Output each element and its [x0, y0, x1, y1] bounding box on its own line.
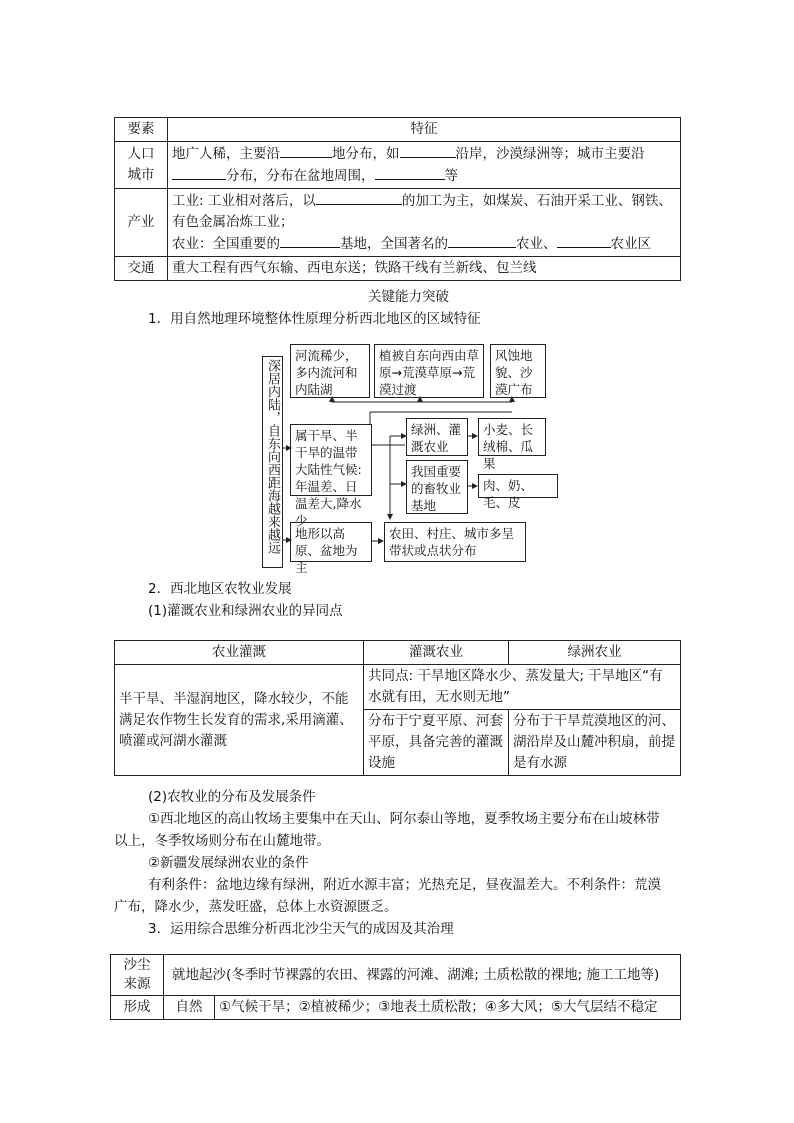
irrigation-table — [114, 640, 681, 776]
diagram-box-vegetation: 植被自东向西由草原→荒漠草原→荒漠过渡 — [374, 344, 484, 398]
row-label-transport: 交通 — [115, 257, 168, 281]
table3-natural-label: 自然 — [164, 996, 215, 1020]
transport-cell: 重大工程有西气东输、西电东送；铁路干线有兰新线、包兰线 — [168, 257, 681, 281]
paragraph-3b: 广布，降水少，蒸发旺盛，总体上水资源匮乏。 — [114, 899, 398, 915]
table3-formation-label: 形成 — [111, 996, 164, 1020]
paragraph-2: ②新疆发展绿洲农业的条件 — [148, 855, 309, 871]
diagram-box-pasture: 我国重要的畜牧业基地 — [406, 460, 468, 514]
row-label-industry: 产业 — [115, 189, 168, 257]
paragraph-1a: ①西北地区的高山牧场主要集中在天山、阿尔泰山等地，夏季牧场主要分布在山坡林带 — [148, 811, 660, 827]
table2-header-3: 绿洲农业 — [509, 641, 681, 665]
table2-header-2: 灌溉农业 — [364, 641, 509, 665]
table3-natural-text: ①气候干旱；②植被稀少；③地表土质松散；④多大风；⑤大气层结不稳定 — [215, 996, 681, 1020]
sandstorm-table — [110, 954, 681, 1020]
heading-1: 1．用自然地理环境整体性原理分析西北地区的区域特征 — [148, 311, 481, 327]
table2-header-1: 农业灌溉 — [115, 641, 364, 665]
diagram-box-settlement: 农田、村庄、城市多呈带状或点状分布 — [384, 522, 526, 562]
row-label-text: 人口城市 — [127, 146, 155, 183]
text: 工业: 工业相对落后，以 — [172, 193, 316, 209]
text: 有色金属冶炼工业； — [172, 214, 294, 230]
table3-source-label — [111, 955, 164, 996]
diagram-box-products: 肉、奶、毛、皮 — [478, 474, 558, 498]
text: 沿岸，沙漠绿洲等；城市主要沿 — [455, 146, 645, 162]
text: 地广人稀，主要沿 — [172, 146, 280, 162]
diagram-box-location: 深居内陆，自东向西距海越来越远 — [262, 356, 283, 568]
section-title: 关键能力突破 — [368, 289, 449, 305]
diagram-box-climate: 属干旱、半干旱的温带大陆性气候:年温差、日温差大,降水少 — [290, 424, 372, 496]
text: 基地，全国著名的 — [340, 236, 448, 252]
table-header-feature: 特征 — [168, 118, 681, 142]
table2-irrigation-desc: 半干旱、半湿润地区，降水较少，不能满足农作物生长发育的需求,采用滴灌、喷灌或河湖水灌溉 — [115, 665, 364, 776]
table2-common: 共同点: 干旱地区降水少、蒸发量大; 干旱地区“有水就有田，无水则无地” — [364, 665, 681, 710]
heading-2: 2．西北地区农牧业发展 — [148, 581, 292, 597]
text: 地分布，如 — [332, 146, 400, 162]
table3-source-text: 就地起沙(冬季时节裸露的农田、裸露的河滩、湖滩; 土质松散的裸地; 施工工地等) — [164, 955, 681, 996]
table2-irrigated-agri: 分布于宁夏平原、河套平原，具备完善的灌溉设施 — [364, 710, 509, 776]
label-text: 沙尘来源 — [123, 957, 151, 992]
text: 农业：全国重要的 — [172, 236, 280, 252]
heading-3: 3．运用综合思维分析西北沙尘天气的成因及其治理 — [148, 921, 454, 937]
text: 的加工为主，如煤炭、石油开采工业、钢铁、 — [401, 193, 672, 209]
text: 农业区 — [610, 236, 651, 252]
diagram-box-oasis: 绿洲、灌溉农业 — [406, 418, 468, 456]
paragraph-3a: 有利条件：盆地边缘有绿洲，附近水源丰富；光热充足，昼夜温差大。不利条件：荒漠 — [148, 877, 661, 893]
subheading-2: (2)农牧业的分布及发展条件 — [148, 789, 316, 805]
table2-oasis-agri: 分布于干旱荒漠地区的河、湖沿岸及山麓冲积扇，前提是有水源 — [509, 710, 681, 776]
diagram-box-rivers: 河流稀少，多内流河和内陆湖 — [290, 344, 370, 398]
text: 分布，分布在盆地周围， — [226, 168, 375, 184]
diagram-box-crops: 小麦、长绒棉、瓜果 — [478, 418, 546, 456]
text: 农业、 — [516, 236, 557, 252]
diagram-box-wind-erosion: 风蚀地貌、沙漠广布 — [490, 344, 546, 398]
text: 等 — [444, 168, 458, 184]
table-header-element: 要素 — [115, 118, 168, 142]
diagram-box-terrain: 地形以高原、盆地为主 — [290, 522, 372, 562]
paragraph-1b: 以上，冬季牧场则分布在山麓地带。 — [114, 833, 330, 849]
subheading-1: (1)灌溉农业和绿洲农业的异同点 — [148, 603, 343, 619]
